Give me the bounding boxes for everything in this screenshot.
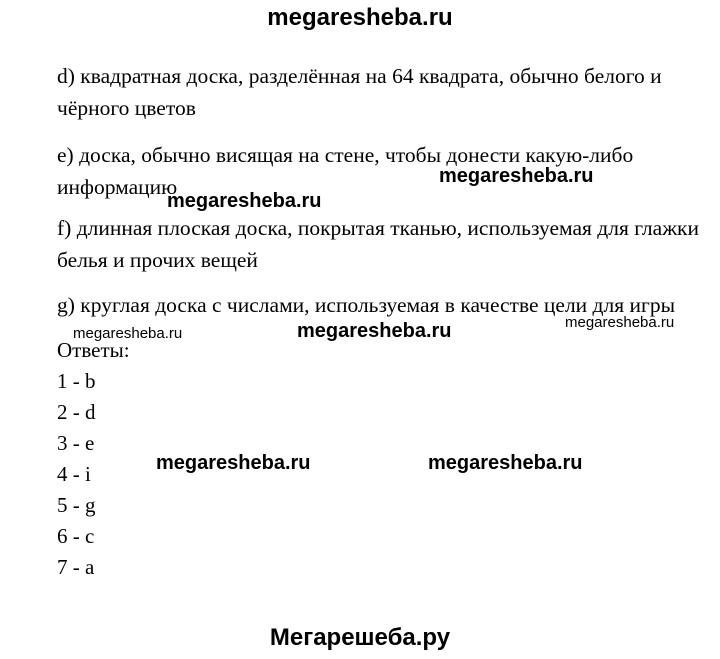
definition-d: d) квадратная доска, разделённая на 64 квадрата, обычно белого и чёрного цветов [57,64,662,120]
answer-item: 5 - g [57,493,96,517]
watermark: megaresheba.ru [439,165,594,187]
watermark: megaresheba.ru [565,314,675,331]
answer-item: 1 - b [57,369,96,393]
site-footer: Мегарешеба.ру [269,624,451,651]
answer-item: 7 - a [57,555,95,579]
answer-item: 4 - i [57,462,91,486]
definition-f: f) длинная плоская доска, покрытая тканью, используемая для глажки белья и прочих вещей [57,216,700,272]
definition-e: e) доска, обычно висящая на стене, чтобы донести какую-либо информацию [57,143,634,199]
watermark: megaresheba.ru [297,320,452,342]
watermark: megaresheba.ru [73,325,183,342]
watermark: megaresheba.ru [167,190,322,212]
answer-item: 6 - c [57,524,95,548]
watermark: megaresheba.ru [428,452,583,474]
watermark: megaresheba.ru [156,452,311,474]
answers-title: Ответы: [57,338,130,362]
answers-list [57,366,96,583]
answer-item: 2 - d [57,400,96,424]
definition-g: g) круглая доска с числами, используемая в качестве цели для игры [57,293,676,317]
answer-item: 3 - e [57,431,95,455]
site-header: megaresheba.ru [267,4,453,31]
